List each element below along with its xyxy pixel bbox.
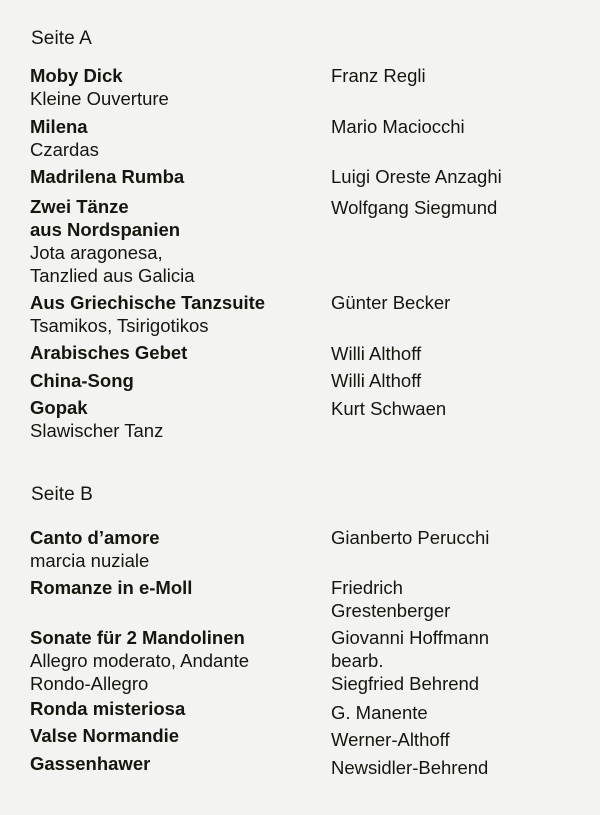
- track-title-block: [30, 724, 330, 747]
- side-a-heading: Seite A: [31, 28, 92, 49]
- composer-name: Luigi Oreste Anzaghi: [331, 166, 502, 187]
- track-title-block: [30, 396, 330, 442]
- track-subtitle-line-2: Tanzlied aus Galicia: [30, 265, 195, 286]
- composer-name: Gianberto Perucchi: [331, 527, 490, 548]
- track-composer: [331, 342, 591, 365]
- track-title: Valse Normandie: [30, 725, 180, 746]
- track-title-line-2: aus Nordspanien: [30, 219, 181, 240]
- track-composer: [331, 701, 591, 724]
- track-subtitle: marcia nuziale: [30, 550, 150, 571]
- track-composer: [331, 165, 591, 188]
- track-title: Aus Griechische Tanzsuite: [30, 292, 266, 313]
- track-title: Gopak: [30, 397, 88, 418]
- track-composer: [331, 576, 591, 622]
- track-title-block: [30, 291, 330, 337]
- track-title: Romanze in e-Moll: [30, 577, 193, 598]
- track-composer: [331, 369, 591, 392]
- track-subtitle: Allegro moderato, Andante: [30, 650, 250, 671]
- track-composer: [331, 526, 591, 549]
- track-subtitle-line-2: Rondo-Allegro: [30, 673, 149, 694]
- track-composer: [331, 728, 591, 751]
- composer-name: Mario Maciocchi: [331, 116, 465, 137]
- composer-name-line-3: Siegfried Behrend: [331, 673, 480, 694]
- track-title-block: [30, 697, 330, 720]
- composer-name: Newsidler-Behrend: [331, 757, 489, 778]
- composer-name-line-2: bearb.: [331, 650, 384, 671]
- track-subtitle: Czardas: [30, 139, 99, 160]
- track-title-block: [30, 752, 330, 775]
- track-title-block: [30, 369, 330, 392]
- track-subtitle: Slawischer Tanz: [30, 420, 164, 441]
- track-title-block: [30, 165, 330, 188]
- composer-name: Wolfgang Siegmund: [331, 197, 498, 218]
- composer-name: Giovanni Hoffmann: [331, 627, 490, 648]
- composer-name: Franz Regli: [331, 65, 426, 86]
- composer-name: Willi Althoff: [331, 343, 422, 364]
- track-title: Arabisches Gebet: [30, 342, 188, 363]
- track-title: Moby Dick: [30, 65, 123, 86]
- track-title-block: [30, 526, 330, 572]
- composer-name: Werner-Althoff: [331, 729, 450, 750]
- track-composer: [331, 291, 591, 314]
- track-title-block: [30, 115, 330, 161]
- track-subtitle: Tsamikos, Tsirigotikos: [30, 315, 209, 336]
- side-b-heading: Seite B: [31, 484, 93, 505]
- track-title-block: [30, 626, 330, 695]
- composer-name: Willi Althoff: [331, 370, 422, 391]
- composer-name-line-2: Grestenberger: [331, 600, 451, 621]
- track-composer: [331, 64, 591, 87]
- track-composer: [331, 196, 591, 219]
- composer-name: Friedrich: [331, 577, 403, 598]
- track-title: Canto d’amore: [30, 527, 160, 548]
- track-title-block: [30, 341, 330, 364]
- composer-name: Günter Becker: [331, 292, 451, 313]
- track-composer: [331, 397, 591, 420]
- track-title: China-Song: [30, 370, 134, 391]
- composer-name: Kurt Schwaen: [331, 398, 447, 419]
- track-title-block: [30, 64, 330, 110]
- track-title: Ronda misteriosa: [30, 698, 186, 719]
- track-composer: [331, 626, 591, 695]
- track-title: Milena: [30, 116, 88, 137]
- composer-name: G. Manente: [331, 702, 428, 723]
- track-title-block: [30, 576, 330, 599]
- track-title: Zwei Tänze: [30, 196, 129, 217]
- track-subtitle: Kleine Ouverture: [30, 88, 169, 109]
- track-title-block: [30, 195, 330, 287]
- track-composer: [331, 115, 591, 138]
- track-composer: [331, 756, 591, 779]
- track-title: Gassenhawer: [30, 753, 151, 774]
- track-title: Sonate für 2 Mandolinen: [30, 627, 245, 648]
- track-title: Madrilena Rumba: [30, 166, 185, 187]
- track-subtitle: Jota aragonesa,: [30, 242, 163, 263]
